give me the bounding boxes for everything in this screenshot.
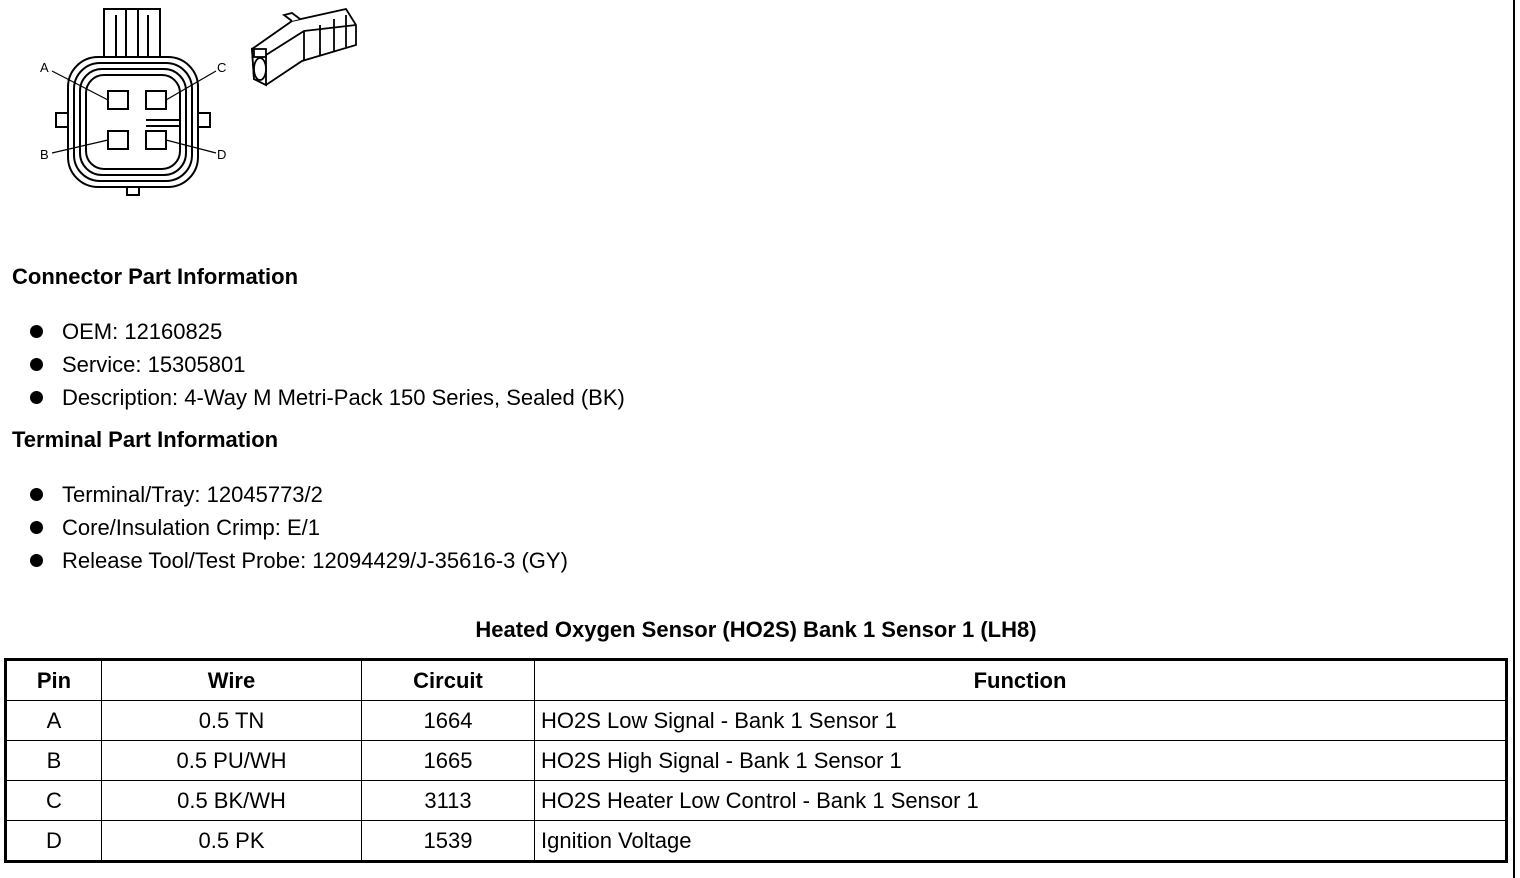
crimp-text: Core/Insulation Crimp: E/1 [62, 515, 320, 540]
pin-label-c: C [217, 60, 227, 75]
list-item [28, 478, 568, 511]
pin-label-a: A [40, 60, 49, 75]
table-header-row [6, 660, 1507, 701]
header-wire: Wire [102, 660, 362, 701]
connector-oem-text: OEM: 12160825 [62, 319, 223, 344]
terminal-tray-text: Terminal/Tray: 12045773/2 [62, 482, 323, 507]
cell-circuit: 3113 [362, 781, 535, 821]
cell-circuit: 1664 [362, 701, 535, 741]
release-tool-text: Release Tool/Test Probe: 12094429/J-35616-3 (GY) [62, 548, 568, 573]
header-circuit: Circuit [362, 660, 535, 701]
list-item [28, 381, 625, 414]
table-row [6, 781, 1507, 821]
bullet-icon [30, 488, 43, 501]
bullet-icon [30, 521, 43, 534]
cell-circuit: 1539 [362, 821, 535, 862]
pin-table-title: Heated Oxygen Sensor (HO2S) Bank 1 Sensor 1 (LH8) [475, 617, 1037, 642]
terminal-part-info-heading: Terminal Part Information [12, 427, 279, 452]
page-right-border [1513, 0, 1515, 878]
connector-diagram [30, 5, 370, 210]
list-item [28, 315, 625, 348]
bullet-icon [30, 358, 43, 371]
cell-wire: 0.5 BK/WH [102, 781, 362, 821]
bullet-icon [30, 554, 43, 567]
connector-housing [68, 57, 198, 187]
list-item [28, 511, 568, 544]
connector-part-info-list [28, 315, 625, 414]
header-function: Function [535, 660, 1507, 701]
table-row [6, 821, 1507, 862]
connector-isometric-view [252, 9, 356, 85]
cell-wire: 0.5 TN [102, 701, 362, 741]
cell-circuit: 1665 [362, 741, 535, 781]
cell-function: HO2S Heater Low Control - Bank 1 Sensor 1 [535, 781, 1507, 821]
cell-pin: B [6, 741, 102, 781]
list-item [28, 348, 625, 381]
bullet-icon [30, 391, 43, 404]
connector-latch [104, 9, 160, 61]
table-row [6, 701, 1507, 741]
pin-label-d: D [217, 147, 227, 162]
terminal-part-info-list [28, 478, 568, 577]
cell-function: HO2S High Signal - Bank 1 Sensor 1 [535, 741, 1507, 781]
cell-wire: 0.5 PU/WH [102, 741, 362, 781]
connector-description-text: Description: 4-Way M Metri-Pack 150 Series, Sealed (BK) [62, 385, 625, 410]
connector-service-text: Service: 15305801 [62, 352, 246, 377]
pin-label-b: B [40, 147, 49, 162]
cell-function: Ignition Voltage [535, 821, 1507, 862]
cell-pin: C [6, 781, 102, 821]
header-pin: Pin [6, 660, 102, 701]
bullet-icon [30, 325, 43, 338]
cell-pin: A [6, 701, 102, 741]
cell-pin: D [6, 821, 102, 862]
table-row [6, 741, 1507, 781]
connector-part-info-heading: Connector Part Information [12, 264, 299, 289]
list-item [28, 544, 568, 577]
cell-function: HO2S Low Signal - Bank 1 Sensor 1 [535, 701, 1507, 741]
cell-wire: 0.5 PK [102, 821, 362, 862]
pin-table [4, 658, 1508, 863]
